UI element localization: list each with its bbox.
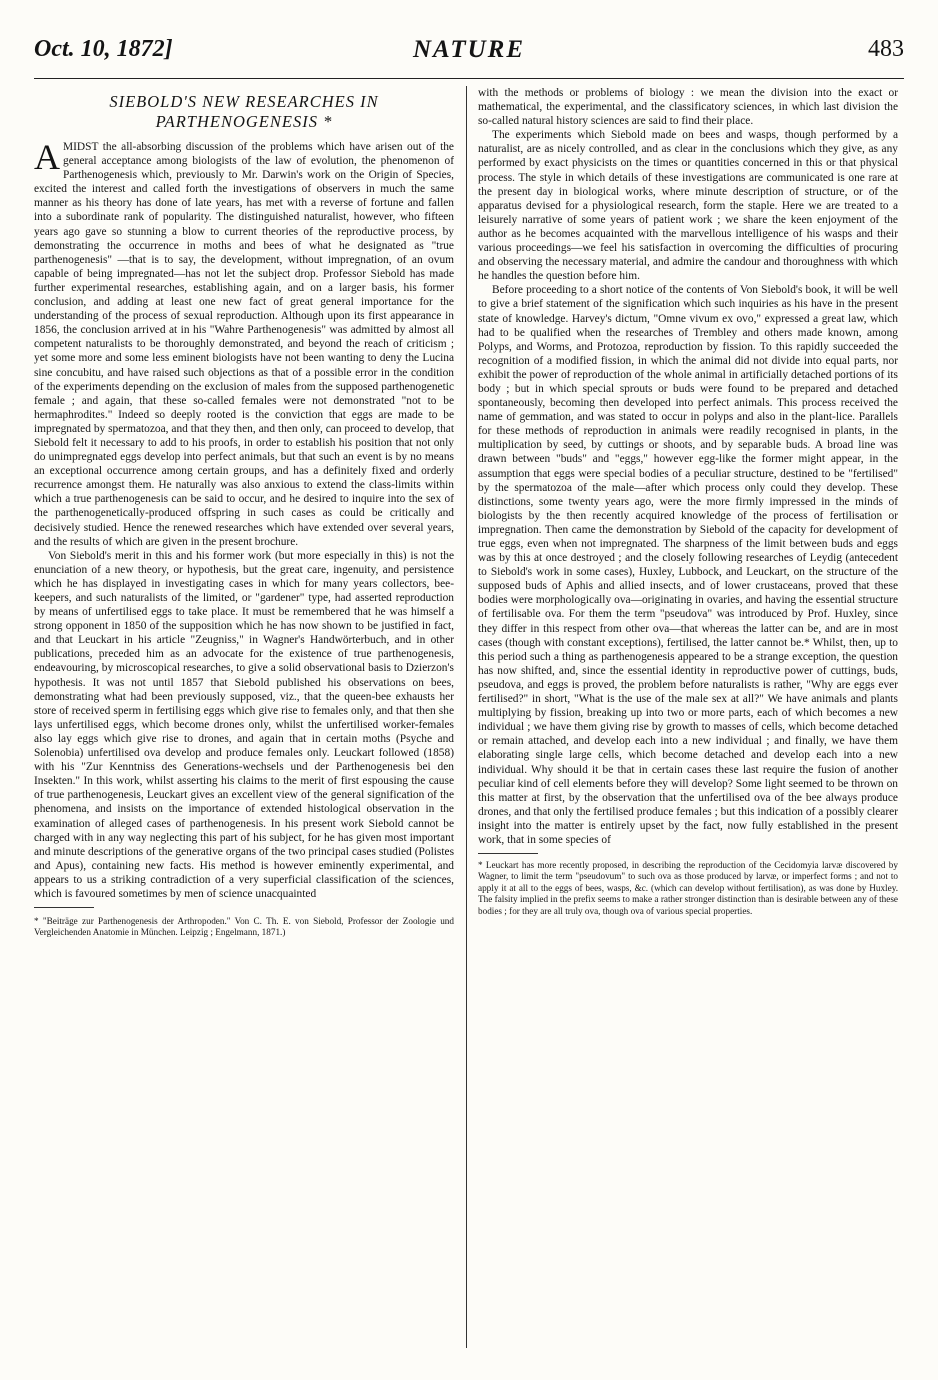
page-number: 483 (868, 36, 904, 62)
running-header (34, 36, 904, 76)
paragraph-2: Von Siebold's merit in this and his former work (but more especially in this) is not the enunciation of a new theory, or hypothesis, but the great care, ingenuity, and persistence which he has displayed in investigating cases in which for many years collectors, bee-keepers, and such naturalists of the limited, or "gardener" type, had asserted reproduction by means of unfertilised eggs to take place. It must be remembered that he was himself a strong opponent in 1850 of the supposition which he has now shown to be justified in fact, and that Leuckart in his article "Zeugniss," in Wagner's Handwörterbuch, and in other publications, preceded him as an advocate for the existence of true parthenogenesis, endeavouring, by microscopical researches, to give a solid observational basis to Dzierzon's hypothesis. It was not until 1857 that Siebold published his observations on bees, demonstrating what had been previously supposed, viz., that the queen-bee exhausts her store of received sperm in fertilising eggs which give rise to females only, and that then she lays unfertilised eggs, which become drones only, whilst the unfertilised worker-females also lay eggs which give rise to drones, and again that in certain moths (Psyche and Solenobia) unfertilised ova develop and produce females only. Leuckart followed (1858) with his "Zur Kenntniss des Generations-wechsels und der Parthenogenesis bei den Insekten." In this work, whilst asserting his claims to the merit of first espousing the cause of true parthenogenesis, Leuckart gives an excellent view of the general signification of the phenomena, and insists on the importance of extended histological observation in the examination of alleged cases of parthenogenesis. In his present work Siebold cannot be charged with in any way neglecting this part of his subject, for he has given most important and minute descriptions of the generative organs of the two principal cases studied (Polistes and Apus), containing new facts. His method is however eminently experimental, and appears to us a striking contradiction of a very superficial classification of the sciences, which is favoured sometimes by men of science unacquainted (34, 549, 454, 900)
footnote-rule-right (478, 853, 538, 854)
footnote-rule-left (34, 907, 94, 908)
left-column (34, 86, 454, 1348)
paragraph-1-text: MIDST the all-absorbing discussion of the problems which have arisen out of the general acceptance among biologists of the law of evolution, the phenomenon of Parthenogenesis which, previously to Mr. Darwin's work on the Origin of Species, excited the interest and called forth the investigations of observers in much the same manner as his theory has done of late years, has met with a reverse of fortune and fallen into a subordinate rank of popularity. The distinguished naturalist, however, who fifteen years ago gave so stunning a blow to current theories of the reproductive process, by demonstrating the occurrence in moths and bees of what he designated as "true parthenogenesis" —that is to say, the development, without impregnation, of an ovum capable of being impregnated—has not let the subject drop. Professor Siebold has made further experimental researches, establishing again, and on a larger basis, his former conclusion, and adding at least one new fact of great general importance for the understanding of the process of sexual reproduction. Although upon its first appearance in 1856, the conclusion arrived at in his "Wahre Parthenogenesis" was admitted by almost all competent naturalists to be thoroughly demonstrated, and beyond the reach of criticism ; yet some more and some less eminent biologists have not been wanting to deny the Lucina sine concubitu, and have raised such objections as that of a possible error in the condition of the experiments depending on the exclusion of males from the supposed parthenogenetic female ; and again, that these so-called females were not demonstrated "not to be hermaphrodites." Indeed so deeply rooted is the conviction that eggs are made to be impregnated by spermatozoa, and that they then, and then only, can proceed to develop, that Siebold felt it necessary to add to his proofs, in order to establish his position that not only do unimpregnated eggs develop into perfect animals, but that such an event is by no means an exceptional occurrence among certain groups, and has a definitely fixed and orderly recurrence amongst them. He naturally was also anxious to extend the class-limits within which a true parthenogenesis can be said to occur, and he desired to inquire into the sex of the parthenogenetically-produced offspring in such cases as could be critically and decisively studied. Hence the renewed researches which have extended over several years, and the results of which are given in the present brochure. (34, 141, 454, 548)
footnote-left: * "Beiträge zur Parthenogenesis der Arthropoden." Von C. Th. E. von Siebold, Professor der Zoologie und Vergleichenden Anatomie in München. Leipzig ; Engelmann, 1871.) (34, 916, 454, 938)
right-column (478, 86, 898, 1348)
paragraph-5: Before proceeding to a short notice of the contents of Von Siebold's book, it will be well to give a brief statement of the signification which such inquiries as his have in the present state of knowledge. Harvey's dictum, "Omne vivum ex ovo," expressed a great law, which had to be qualified when the researches of Trembley and others made known, among Polyps, and Worms, and Protozoa, reproduction by fission. To this rapidly succeeded the recognition of a modified fission, in which the animal did not divide into equal parts, nor exhibit the power of reproduction of the whole animal in artificially detached portions of its body ; but in which special sprouts or buds were found to be prepared and detached spontaneously, becoming then developed into perfect animals. This process received the name of gemmation, and was stated to occur in polyps and also in the plant-lice. Parallels for these methods of reproduction in animals were readily recognised in plants, in the multiplication by seed, by cuttings or shoots, and by separable buds. A broad line was drawn between "buds" and "eggs," however egg-like the former might appear, in the assumption that eggs were special bodies of a peculiar structure, destined to be "fertilised" by the spermatozoa of the male—after which process only could they develop. These distinctions, some twenty years ago, were the more firmly impressed in the minds of biologists by the then recently acquired knowledge of the process of fertilisation or impregnation. Then came the demonstration by Siebold of the capacity for development of true eggs, even when not impregnated. The sharpness of the limit between buds and eggs was by this at once destroyed ; and the closely following researches of Leydig (antecedent to Siebold's work in some cases), Huxley, Lubbock, and Leuckart, on the structure of the supposed buds of Aphis and allied insects, and of lower crustaceans, proved that these bodies were morphologically ova—originating in ovaries, and having the essential structure of fertilisable ova. For them the term "pseudova" was introduced by Prof. Huxley, since they differ in this respect from other ova—that whereas the latter can be, and are in most cases (though with constant exceptions), fertilised, the latter cannot be.* Whilst, then, up to this period such a thing as parthenogenesis appeared to be a strange exception, the question has now shifted, and, since the essential identity in reproductive power of cuttings, buds, pseudova, and eggs is proved, the problem before naturalists is rather, "Why are eggs ever fertilised?" in short, "What is the use of the male sex at all?" We have animals and plants multiplying by fission, breaking up into two or more parts, each of which becomes a new individual ; we have them giving rise by growth to masses of cells, which become detached or remain attached, and develop each into a new individual ; and finally, we have them elaborating single large cells, which become detached and develop each into a new individual. Why should it be that in certain cases these last require the fusion of another peculiar kind of cell elements before they will develop? Some light seemed to be thrown on this matter at first, by the observation that the unfertilised ova of the bee always produce drones, and that only the fertilised produce females ; but this indication of a possibly clearer insight into the matter is entirely upset by the fact, now fully established in the present work, that in some species of (478, 284, 898, 846)
issue-date: Oct. 10, 1872] (34, 36, 173, 62)
paragraph-4: The experiments which Siebold made on bees and wasps, though performed by a naturalist, are as nicely controlled, and as clear in the conclusions which they give, as any performed by exact physicists on the times or quantities concerned in this or that physical process. The style in which details of these investigations are communicated is one rare at the present day in biological works, where minute description of structure, or of the apparatus devised for a physiological research, form the staple. Here we are treated to a leisurely narrative of some years of patient work ; we share the keen enjoyment of the author as he becomes acquainted with the marvellous intelligence of his wasps and their various proceedings—we feel his satisfaction in overcoming the difficulties of procuring and observing the necessary material, and admire the candour and thoroughness with which he handles the question before him. (478, 129, 898, 283)
paragraph-1 (34, 137, 454, 549)
footnote-right: * Leuckart has more recently proposed, in describing the reproduction of the Cecidomyia larvæ discovered by Wagner, to limit the term "pseudovum" to such ova as those produced by larvæ, or imperfect forms ; and not to apply it at all to the eggs of bees, wasps, &c. (which can develop without fertilisation), as was done by Huxley. The falsity implied in the prefix seems to make a rather stronger distinction than is desirable between any of these bodies ; for they are all truly ova, though ova of various special properties. (478, 860, 898, 916)
header-rule (34, 78, 904, 79)
column-divider (466, 86, 467, 1348)
journal-title: NATURE (412, 36, 526, 63)
article-title: SIEBOLD'S NEW RESEARCHES IN PARTHENOGENESIS * (109, 92, 379, 131)
drop-cap: A (34, 137, 60, 177)
paragraph-3: with the methods or problems of biology : we mean the division into the exact or mathematical, the experimental, and the classificatory sciences, in which last division the so-called natural history sciences are said to find their place. (478, 87, 898, 128)
